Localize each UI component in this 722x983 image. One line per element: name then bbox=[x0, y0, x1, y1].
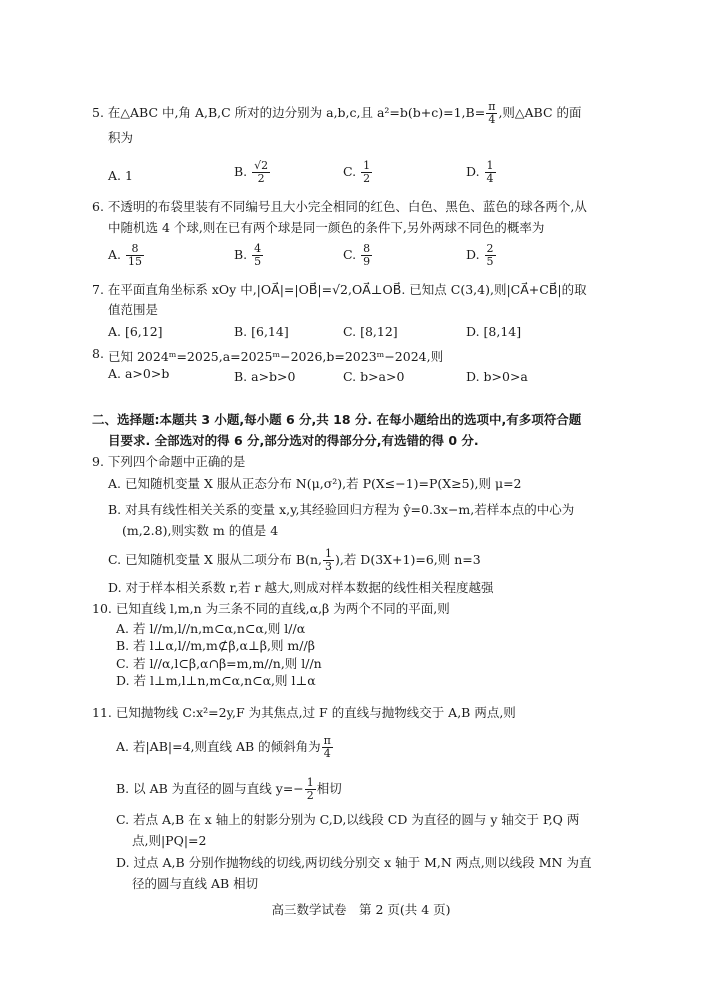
q6-option-a bbox=[108, 243, 145, 268]
option-label: C. bbox=[343, 164, 357, 179]
q5-stem-text: 5. 在△ABC 中,角 A,B,C 所对的边分别为 a,b,c,且 a²=b(b+c)=1,B= bbox=[92, 105, 486, 120]
q5-option-a: A. 1 bbox=[108, 168, 133, 183]
q6-option-c bbox=[343, 243, 373, 268]
q9-option-c bbox=[108, 548, 481, 573]
q9-option-d: D. 对于样本相关系数 r,若 r 越大,则成对样本数据的线性相关程度越强 bbox=[108, 580, 494, 595]
q5-option-b bbox=[234, 160, 271, 185]
option-text: A. 若|AB|=4,则直线 AB 的倾斜角为 bbox=[116, 739, 321, 754]
fraction-numerator: 1 bbox=[486, 159, 494, 172]
fraction-numerator: 1 bbox=[324, 547, 332, 560]
q6-stem-line2: 中随机选 4 个球,则在已有两个球是同一颜色的条件下,另外两球不同色的概率为 bbox=[108, 220, 545, 235]
one-half-fraction bbox=[305, 777, 316, 802]
q5-stem-line2: 积为 bbox=[108, 130, 134, 145]
fraction-denominator: 15 bbox=[128, 255, 142, 268]
fraction-denominator: 2 bbox=[363, 172, 371, 185]
fraction-numerator: 1 bbox=[306, 776, 314, 789]
q5-option-d bbox=[466, 160, 497, 185]
option-fraction bbox=[252, 243, 263, 268]
q10-option-a: A. 若 l//m,l//n,m⊂α,n⊂α,则 l//α bbox=[116, 621, 306, 636]
fraction-denominator: 3 bbox=[324, 560, 332, 573]
fraction-numerator: √2 bbox=[254, 159, 269, 172]
q9-option-b-line2: (m,2.8),则实数 m 的值是 4 bbox=[122, 523, 279, 538]
q5-stem-line1 bbox=[92, 101, 582, 126]
fraction-denominator: 9 bbox=[363, 255, 371, 268]
fraction-numerator: 1 bbox=[363, 159, 371, 172]
q8-option-a: A. a>0>b bbox=[108, 366, 170, 381]
q7-stem-line1: 7. 在平面直角坐标系 xOy 中,|OA⃗|=|OB⃗|=√2,OA⃗⊥OB⃗. 已知点 C(3,4),则|CA⃗+CB⃗|的取 bbox=[92, 282, 587, 297]
fraction-denominator: 4 bbox=[323, 747, 331, 760]
option-text-end: ),若 D(3X+1)=6,则 n=3 bbox=[334, 552, 481, 567]
q5-pi-over-4 bbox=[486, 101, 497, 126]
option-fraction bbox=[485, 243, 496, 268]
fraction-denominator: 2 bbox=[306, 789, 314, 802]
option-label: D. bbox=[466, 164, 480, 179]
option-label: D. bbox=[466, 247, 480, 262]
fraction-numerator: 2 bbox=[486, 242, 494, 255]
option-label: C. bbox=[343, 247, 357, 262]
option-fraction bbox=[252, 160, 270, 185]
q11-option-d-line2: 径的圆与直线 AB 相切 bbox=[132, 876, 259, 891]
q10-option-b: B. 若 l⊥α,l//m,m⊄β,α⊥β,则 m//β bbox=[116, 638, 315, 653]
option-text: C. 已知随机变量 X 服从二项分布 B(n, bbox=[108, 552, 322, 567]
option-fraction bbox=[361, 160, 372, 185]
q8-option-b: B. a>b>0 bbox=[234, 369, 296, 384]
q11-option-d-line1: D. 过点 A,B 分别作抛物线的切线,两切线分别交 x 轴于 M,N 两点,则以线段 MN 为直 bbox=[116, 855, 592, 870]
page-footer: 高三数学试卷 第 2 页(共 4 页) bbox=[271, 902, 451, 917]
q6-stem-line1: 6. 不透明的布袋里装有不同编号且大小完全相同的红色、白色、黑色、蓝色的球各两个,从 bbox=[92, 199, 587, 214]
fraction-numerator: 8 bbox=[363, 242, 371, 255]
fraction-numerator: 4 bbox=[254, 242, 262, 255]
q11-option-a bbox=[116, 735, 334, 760]
option-label: B. bbox=[234, 247, 248, 262]
fraction-denominator: 4 bbox=[486, 172, 494, 185]
q9-option-b-line1: B. 对具有线性相关关系的变量 x,y,其经验回归方程为 ŷ=0.3x−m,若样本点的中心为 bbox=[108, 502, 575, 517]
section-2-instructions: 目要求. 全部选对的得 6 分,部分选对的得部分分,有选错的得 0 分. bbox=[108, 433, 479, 448]
q10-option-c: C. 若 l//α,l⊂β,α∩β=m,m//n,则 l//n bbox=[116, 656, 322, 671]
fraction-denominator: 2 bbox=[257, 172, 265, 185]
fraction-numerator: π bbox=[488, 100, 496, 113]
q9-option-a: A. 已知随机变量 X 服从正态分布 N(μ,σ²),若 P(X≤−1)=P(X≥5),则 μ=2 bbox=[108, 476, 522, 491]
q11-option-c-line1: C. 若点 A,B 在 x 轴上的射影分别为 C,D,以线段 CD 为直径的圆与 y 轴交于 P,Q 两 bbox=[116, 812, 580, 827]
q8-stem: 已知 2024ᵐ=2025,a=2025ᵐ−2026,b=2023ᵐ−2024,则 bbox=[108, 349, 444, 364]
q11-option-c-line2: 点,则|PQ|=2 bbox=[132, 833, 207, 848]
q9-stem: 9. 下列四个命题中正确的是 bbox=[92, 454, 246, 469]
fraction-denominator: 4 bbox=[488, 113, 496, 126]
q10-stem: 10. 已知直线 l,m,n 为三条不同的直线,α,β 为两个不同的平面,则 bbox=[92, 601, 450, 616]
option-label: B. bbox=[234, 164, 248, 179]
q7-stem-line2: 值范围是 bbox=[108, 302, 159, 317]
q11-stem: 11. 已知抛物线 C:x²=2y,F 为其焦点,过 F 的直线与抛物线交于 A,B 两点,则 bbox=[92, 705, 516, 720]
q11-option-b bbox=[116, 777, 342, 802]
q8-number: 8. bbox=[92, 346, 104, 361]
one-third-fraction bbox=[323, 548, 334, 573]
q7-option-d: D. [8,14] bbox=[466, 324, 522, 339]
fraction-numerator: π bbox=[323, 734, 331, 747]
q8-option-c: C. b>a>0 bbox=[343, 369, 405, 384]
q5-option-c bbox=[343, 160, 373, 185]
option-text-end: 相切 bbox=[316, 781, 342, 796]
option-label: A. bbox=[108, 247, 122, 262]
q8-option-d: D. b>0>a bbox=[466, 369, 528, 384]
q10-option-d: D. 若 l⊥m,l⊥n,m⊂α,n⊂α,则 l⊥α bbox=[116, 673, 316, 688]
pi-over-4-fraction bbox=[322, 735, 333, 760]
option-fraction bbox=[361, 243, 372, 268]
fraction-numerator: 8 bbox=[126, 243, 144, 256]
q7-option-b: B. [6,14] bbox=[234, 324, 289, 339]
q7-option-a: A. [6,12] bbox=[108, 324, 163, 339]
option-fraction bbox=[485, 160, 496, 185]
section-2-heading: 二、选择题:本题共 3 小题,每小题 6 分,共 18 分. 在每小题给出的选项中,有多项符合题 bbox=[92, 412, 582, 427]
option-text: B. 以 AB 为直径的圆与直线 y=− bbox=[116, 781, 304, 796]
option-fraction bbox=[126, 243, 144, 268]
fraction-denominator: 5 bbox=[486, 255, 494, 268]
q7-option-c: C. [8,12] bbox=[343, 324, 398, 339]
q5-stem-text-end: ,则△ABC 的面 bbox=[498, 105, 582, 120]
q6-option-d bbox=[466, 243, 497, 268]
fraction-denominator: 5 bbox=[254, 255, 262, 268]
q6-option-b bbox=[234, 243, 264, 268]
